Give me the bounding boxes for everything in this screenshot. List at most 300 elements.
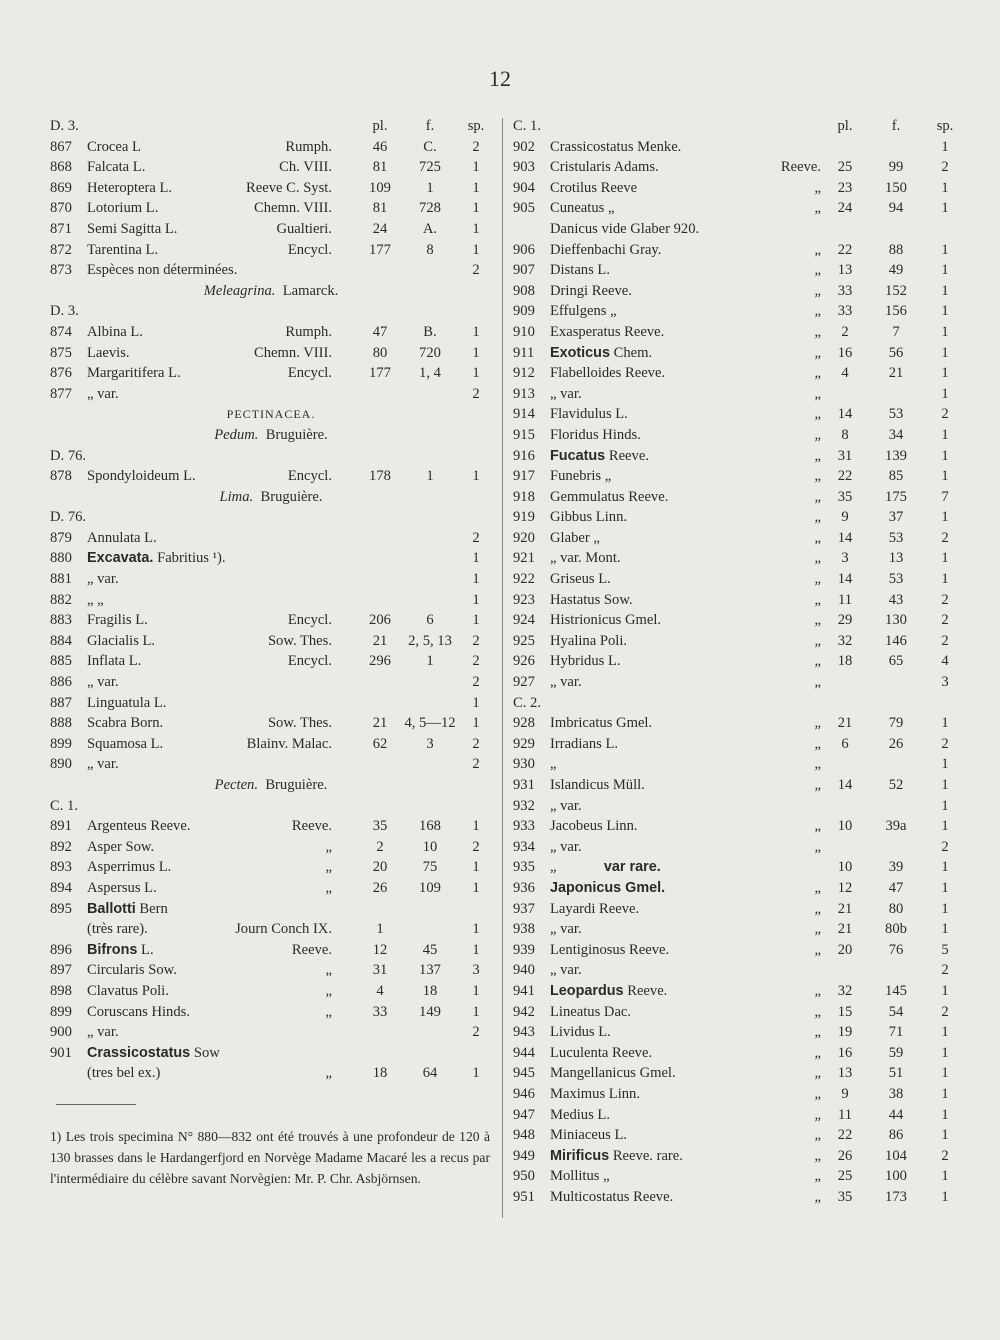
entry-number: 906 [513, 241, 535, 258]
species-name [550, 548, 621, 569]
entry-number: 950 [513, 1168, 535, 1185]
specimen-count: 1 [941, 715, 949, 732]
catalog-row [513, 590, 961, 611]
species-name-text: Reeve. [627, 982, 668, 999]
specimen-count: 1 [472, 1065, 480, 1082]
specimen-count: 1 [941, 385, 949, 402]
plate-number: 31 [837, 447, 853, 464]
species-name-text: „ var. [550, 385, 582, 402]
specimen-count: 1 [941, 1168, 949, 1185]
entry-number: 912 [513, 365, 535, 382]
specimen-count: 1 [472, 220, 480, 237]
specimen-count: 1 [941, 1085, 949, 1102]
species-name-text: Lotorium L. [87, 200, 159, 217]
specimen-count: 2 [941, 632, 949, 649]
species-name-text: Hybridus L. [550, 653, 621, 670]
genus-author: Bruguière. [265, 777, 328, 793]
author-reference: „ [814, 735, 821, 752]
catalog-row [50, 343, 492, 364]
species-name-text: Linguatula L. [87, 694, 167, 711]
catalog-row [513, 425, 961, 446]
specimen-count: 1 [472, 694, 480, 711]
author-reference: „ [814, 674, 821, 691]
entry-number: 929 [513, 735, 535, 752]
catalog-row [513, 940, 961, 961]
catalog-row [513, 343, 961, 364]
catalog-row [513, 466, 961, 487]
figure-number: 44 [888, 1106, 904, 1123]
species-name [87, 981, 169, 1002]
specimen-count: 1 [941, 241, 949, 258]
species-name [550, 569, 611, 590]
species-name-bold: Fucatus [550, 447, 606, 464]
species-name-text: Squamosa L. [87, 735, 164, 752]
plate-number: 12 [372, 941, 388, 958]
species-name-text: Spondyloideum L. [87, 468, 196, 485]
plate-number: 22 [837, 1127, 853, 1144]
specimen-count: 2 [941, 962, 949, 979]
author-reference: „ [814, 1044, 821, 1061]
species-name-text: Reeve. [608, 447, 649, 464]
species-name-text: Glaber „ [550, 529, 600, 546]
author-reference: Ch. VIII. [279, 159, 332, 176]
species-name [550, 590, 633, 611]
specimen-count: 1 [472, 323, 480, 340]
species-name [550, 1043, 652, 1064]
specimen-count: 1 [472, 550, 480, 567]
catalog-row [513, 281, 961, 302]
entry-number: 937 [513, 900, 535, 917]
plate-number: 24 [837, 200, 853, 217]
figure-number: 725 [419, 159, 441, 176]
author-reference: „ [814, 426, 821, 443]
plate-number: 4 [376, 982, 384, 999]
specimen-count: 2 [472, 529, 480, 546]
plate-number: 16 [837, 1044, 853, 1061]
catalog-row [50, 363, 492, 384]
specimen-count: 2 [941, 612, 949, 629]
catalog-row [50, 198, 492, 219]
specimen-count: 1 [941, 1106, 949, 1123]
section-label: D. 3. [50, 118, 79, 134]
specimen-count: 1 [941, 262, 949, 279]
catalog-row [50, 116, 492, 137]
catalog-row [513, 899, 961, 920]
catalog-row [513, 713, 961, 734]
plate-number: 9 [841, 509, 849, 526]
entry-number: 909 [513, 303, 535, 320]
catalog-row [513, 1146, 961, 1167]
figure-number: 1 [426, 179, 434, 196]
author-reference: „ [814, 282, 821, 299]
section-label: D. 76. [50, 447, 87, 464]
species-name [87, 178, 172, 199]
entry-number: 915 [513, 426, 535, 443]
entry-number: 920 [513, 529, 535, 546]
species-name-text: „ var. [87, 1024, 119, 1041]
catalog-row [50, 590, 492, 611]
species-name [87, 260, 237, 281]
specimen-count: 7 [941, 488, 949, 505]
catalog-row [513, 1187, 961, 1208]
catalog-row [513, 569, 961, 590]
plate-number: 46 [372, 138, 388, 155]
species-name [550, 754, 556, 775]
genus-heading [50, 487, 492, 508]
plate-number: 21 [837, 900, 853, 917]
species-name-bold: Ballotti [87, 900, 136, 917]
species-name [87, 693, 166, 714]
catalog-row [50, 157, 492, 178]
entry-number: 908 [513, 282, 535, 299]
catalog-row [50, 507, 492, 528]
specimen-count: 2 [472, 632, 480, 649]
entry-number: 887 [50, 694, 72, 711]
catalog-row [50, 1043, 492, 1064]
species-name-text: Argenteus Reeve. [87, 818, 191, 835]
specimen-count: 1 [941, 1024, 949, 1041]
specimen-count: 1 [941, 797, 949, 814]
plate-number: 33 [837, 282, 853, 299]
entry-number: 886 [50, 674, 72, 691]
species-name [550, 919, 582, 940]
entry-number: 916 [513, 447, 535, 464]
species-name-text: Gemmulatus Reeve. [550, 488, 669, 505]
author-reference: „ [814, 1085, 821, 1102]
plate-number: 109 [369, 179, 391, 196]
specimen-count: 2 [941, 159, 949, 176]
figure-number: 54 [888, 1003, 904, 1020]
entry-number: 913 [513, 385, 535, 402]
specimen-count: 1 [941, 571, 949, 588]
entry-number: 942 [513, 1003, 535, 1020]
page-number: 12 [489, 66, 511, 91]
entry-number: 882 [50, 591, 72, 608]
species-name [87, 899, 168, 920]
specimen-count: 1 [941, 200, 949, 217]
species-name [550, 734, 618, 755]
entry-number: 870 [50, 200, 72, 217]
species-name-text: „ „ [87, 591, 104, 608]
species-name-text: Miniaceus L. [550, 1127, 628, 1144]
specimen-count: 1 [941, 138, 949, 155]
specimen-count: 1 [941, 1044, 949, 1061]
species-name-text: Lividus L. [550, 1024, 611, 1041]
species-name [550, 816, 638, 837]
specimen-count: 1 [941, 282, 949, 299]
entry-number: 881 [50, 571, 72, 588]
species-name [550, 507, 627, 528]
plate-number: 33 [837, 303, 853, 320]
species-name [550, 198, 614, 219]
plate-number: 20 [837, 941, 853, 958]
species-name [87, 466, 196, 487]
species-name [87, 528, 157, 549]
genus-name: Pecten. [214, 777, 259, 793]
entry-number: 872 [50, 241, 72, 258]
figure-number: 53 [888, 406, 904, 423]
catalog-row [513, 1166, 961, 1187]
entry-number: 885 [50, 653, 72, 670]
species-name-bold: Japonicus Gmel. [550, 879, 666, 896]
entry-number: 923 [513, 591, 535, 608]
figure-number: 4, 5—12 [404, 715, 456, 732]
species-name-text: Sow [193, 1044, 220, 1061]
species-name [87, 1022, 119, 1043]
species-name [550, 940, 669, 961]
author-reference: Sow. Thes. [267, 715, 332, 732]
figure-number: 65 [888, 653, 904, 670]
author-reference: Reeve. [291, 941, 332, 958]
figure-number: 88 [888, 241, 904, 258]
plate-number: 24 [372, 220, 388, 237]
catalog-row [513, 301, 961, 322]
genus-name: Lima. [219, 488, 254, 505]
author-reference: „ [325, 962, 332, 979]
catalog-row [513, 1022, 961, 1043]
species-name-text: „ var. [550, 797, 582, 814]
figure-number: 8 [426, 241, 434, 258]
plate-number: 178 [369, 468, 391, 485]
figure-number: 104 [885, 1147, 907, 1164]
entry-number: 946 [513, 1085, 535, 1102]
entry-number: 907 [513, 262, 535, 279]
species-name-text: Heteroptera L. [87, 179, 173, 196]
genus-author: Bruguière. [260, 488, 323, 505]
genus-author: Lamarck. [282, 282, 339, 299]
plate-number: 26 [372, 879, 388, 896]
genus-heading [50, 281, 492, 302]
figure-number: 85 [888, 468, 904, 485]
entry-number: 877 [50, 385, 72, 402]
specimen-count: 1 [941, 447, 949, 464]
species-name [550, 322, 664, 343]
specimen-count: 1 [472, 982, 480, 999]
catalog-row [513, 734, 961, 755]
plate-number: 21 [372, 632, 388, 649]
specimen-count: 2 [472, 1024, 480, 1041]
species-name [550, 651, 621, 672]
species-name [550, 981, 667, 1002]
species-name [550, 178, 637, 199]
catalog-row [513, 1043, 961, 1064]
specimen-count: 2 [941, 735, 949, 752]
figure-number: 1, 4 [419, 365, 441, 382]
figure-number: A. [422, 220, 438, 237]
author-reference: „ [814, 529, 821, 546]
species-name [550, 857, 661, 878]
figure-number: 71 [888, 1024, 904, 1041]
species-name [87, 713, 163, 734]
species-name-text: Flavidulus L. [550, 406, 628, 423]
author-reference: „ [814, 509, 821, 526]
catalog-row [513, 240, 961, 261]
specimen-count: 1 [472, 241, 480, 258]
figure-number: 109 [419, 879, 441, 896]
species-name [550, 260, 610, 281]
figure-number: 156 [885, 303, 907, 320]
catalog-row [513, 960, 961, 981]
author-reference: Blainv. Malac. [246, 735, 332, 752]
species-name [550, 1084, 640, 1105]
specimen-count: 3 [941, 674, 949, 691]
catalog-row [50, 775, 492, 796]
species-name-text: Lentiginosus Reeve. [550, 941, 670, 958]
plate-number: 11 [837, 591, 853, 608]
figure-number: 152 [885, 282, 907, 299]
plate-number: 31 [372, 962, 388, 979]
specimen-count: 1 [472, 159, 480, 176]
plate-number: 21 [837, 715, 853, 732]
specimen-count: 2 [472, 838, 480, 855]
species-name [550, 446, 649, 467]
entry-number: 928 [513, 715, 535, 732]
plate-number: 81 [372, 159, 388, 176]
species-name-text: (très rare). [87, 921, 148, 938]
species-name-text: Annulata L. [87, 529, 157, 546]
figure-number: 94 [888, 200, 904, 217]
entry-number: 868 [50, 159, 72, 176]
species-name [550, 1187, 673, 1208]
section-label: C. 1. [50, 797, 78, 814]
author-reference: Chemn. VIII. [254, 344, 332, 361]
species-name [550, 899, 639, 920]
species-name [87, 1043, 220, 1064]
species-name [87, 157, 145, 178]
species-name-text: „ var. [550, 921, 582, 938]
catalog-row [513, 137, 961, 158]
entry-number: 890 [50, 756, 72, 773]
species-name [550, 960, 582, 981]
specimen-count: 1 [472, 715, 480, 732]
author-reference: „ [814, 591, 821, 608]
specimen-count: 4 [941, 653, 949, 670]
species-name-text: Inflata L. [87, 653, 142, 670]
entry-number: 904 [513, 179, 535, 196]
species-name-text: Effulgens „ [550, 303, 617, 320]
family-heading: PECTINACEA. [226, 407, 316, 422]
catalog-row [50, 713, 492, 734]
species-name-text: Aspersus L. [87, 879, 157, 896]
plate-number: 16 [837, 344, 853, 361]
species-name-text: Tarentina L. [87, 241, 159, 258]
figure-number: 53 [888, 571, 904, 588]
plate-number: 18 [837, 653, 853, 670]
figure-number: 39a [885, 818, 907, 835]
entry-number: 926 [513, 653, 535, 670]
catalog-row [50, 240, 492, 261]
figure-number: 2, 5, 13 [408, 632, 452, 649]
entry-number: 930 [513, 756, 535, 773]
author-reference: „ [814, 468, 821, 485]
catalog-row [50, 981, 492, 1002]
specimen-count: 2 [472, 385, 480, 402]
species-name [87, 137, 141, 158]
species-name-text: „ var. [87, 756, 119, 773]
entry-number: 871 [50, 220, 72, 237]
author-reference: Gualtieri. [276, 220, 332, 237]
specimen-count: 2 [472, 653, 480, 670]
catalog-row [50, 322, 492, 343]
catalog-row [513, 219, 961, 240]
catalog-row [513, 363, 961, 384]
plate-number: 35 [837, 1188, 853, 1205]
specimen-count: 1 [941, 879, 949, 896]
species-name-text: Cristularis Adams. [550, 159, 659, 176]
catalog-row [50, 301, 492, 322]
author-reference: Sow. Thes. [267, 632, 332, 649]
species-name [87, 857, 171, 878]
plate-number: 3 [841, 550, 849, 567]
author-reference: Rumph. [285, 323, 332, 340]
entry-number: 939 [513, 941, 535, 958]
figure-number: 49 [888, 262, 904, 279]
species-name [87, 837, 154, 858]
species-name-text: „ var. [550, 838, 582, 855]
plate-number: 29 [837, 612, 853, 629]
species-name [87, 384, 119, 405]
specimen-count: 1 [941, 1065, 949, 1082]
species-name-text: Asperrimus L. [87, 859, 172, 876]
catalog-row [50, 404, 492, 425]
species-name [87, 219, 177, 240]
plate-number: 25 [837, 159, 853, 176]
figure-number: 6 [426, 612, 434, 629]
catalog-row [50, 610, 492, 631]
specimen-count: 1 [941, 344, 949, 361]
species-name-text: „ [550, 756, 557, 773]
species-name-text: „ var. Mont. [550, 550, 621, 567]
figure-number: 76 [888, 941, 904, 958]
author-reference: „ [814, 612, 821, 629]
entry-number: 884 [50, 632, 72, 649]
figure-number: 86 [888, 1127, 904, 1144]
author-reference: Rumph. [285, 138, 332, 155]
species-name-text: Espèces non déterminées. [87, 262, 238, 279]
catalog-row [50, 425, 492, 446]
author-reference: „ [814, 447, 821, 464]
genus-name: Meleagrina. [203, 282, 276, 299]
specimen-count: 1 [941, 900, 949, 917]
specimen-count: 1 [941, 921, 949, 938]
author-reference: Reeve C. Syst. [246, 179, 332, 196]
entry-number: 914 [513, 406, 535, 423]
catalog-row [513, 610, 961, 631]
genus-author: Bruguière. [265, 426, 328, 443]
plate-number: 26 [837, 1147, 853, 1164]
plate-number: 10 [837, 818, 853, 835]
species-name-text: Funebris „ [550, 468, 612, 485]
catalog-row [50, 693, 492, 714]
entry-number: 880 [50, 550, 72, 567]
species-name [550, 837, 582, 858]
author-reference: Reeve. [780, 159, 821, 176]
figure-number: 38 [888, 1085, 904, 1102]
catalog-row [50, 796, 492, 817]
catalog-row [50, 487, 492, 508]
plate-number: 22 [837, 468, 853, 485]
plate-number: 296 [369, 653, 391, 670]
species-name [87, 240, 158, 261]
catalog-row [513, 404, 961, 425]
specimen-count: 1 [472, 200, 480, 217]
plate-number: 81 [372, 200, 388, 217]
species-name-text: Irradians L. [550, 735, 619, 752]
species-name [87, 1002, 190, 1023]
plate-number: 23 [837, 179, 853, 196]
author-reference: „ [814, 818, 821, 835]
plate-number: 6 [841, 735, 849, 752]
